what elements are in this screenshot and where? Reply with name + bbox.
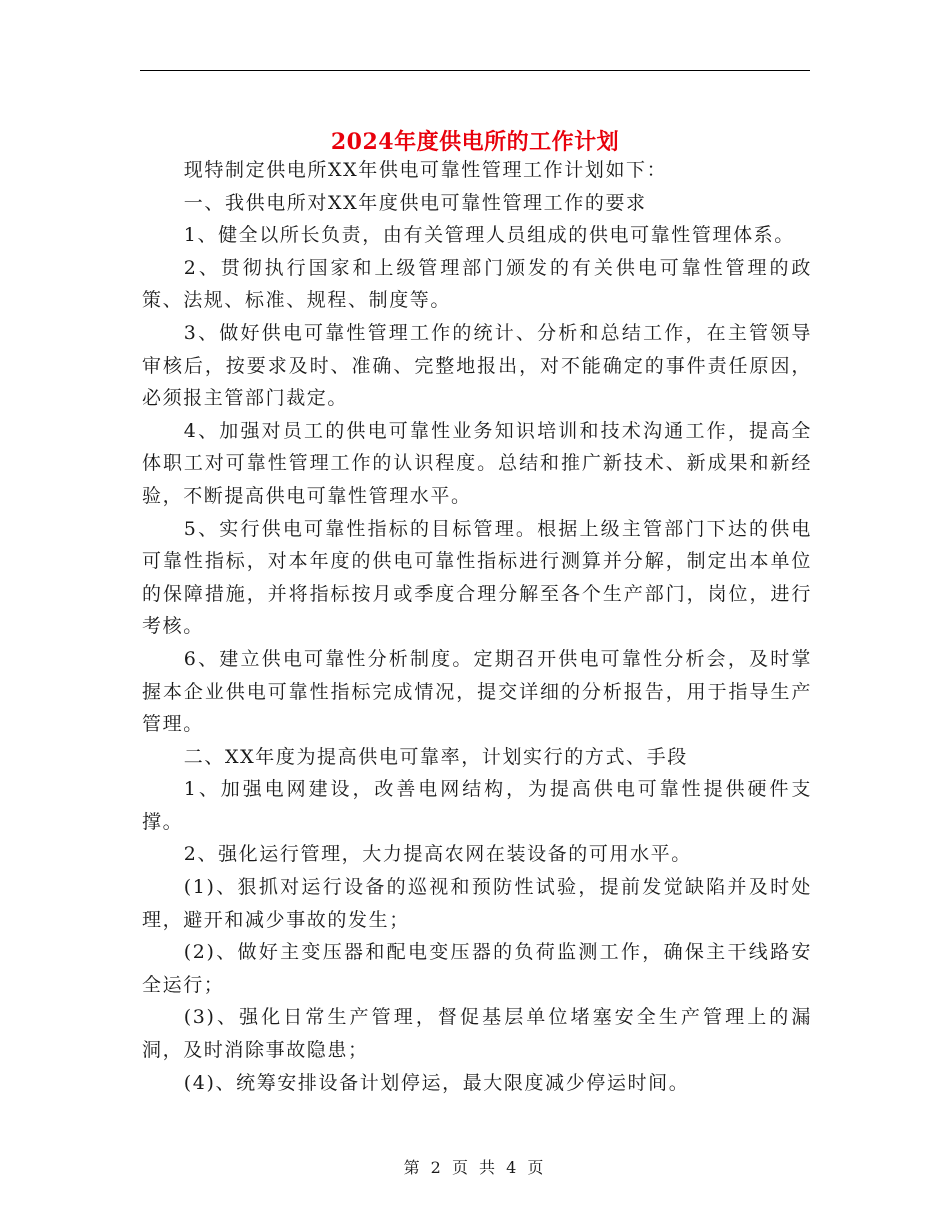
paragraph-subitem: (3)、强化日常生产管理，督促基层单位堵塞安全生产管理上的漏洞，及时消除事故隐患； [142,1006,812,1062]
page-number-footer: 第 2 页 共 4 页 [403,1158,547,1177]
paragraph-item: 2、贯彻执行国家和上级管理部门颁发的有关供电可靠性管理的政策、法规、标准、规程、制度等。 [142,256,812,312]
paragraph-item: 6、建立供电可靠性分析制度。定期召开供电可靠性分析会，及时掌握本企业供电可靠性指标完成情况，提交详细的分析报告，用于指导生产管理。 [142,647,812,736]
section-heading-1: 一、我供电所对XX年度供电可靠性管理工作的要求 [183,191,647,214]
section-heading-2: 二、XX年度为提高供电可靠率，计划实行的方式、手段 [183,745,688,768]
document-title: 2024年度供电所的工作计划 [330,128,620,155]
paragraph-subitem: (4)、统筹安排设备计划停运，最大限度减少停运时间。 [183,1071,690,1094]
header-rule [140,70,810,71]
paragraph-item: 1、加强电网建设，改善电网结构，为提高供电可靠性提供硬件支撑。 [142,778,812,833]
paragraph-item: 4、加强对员工的供电可靠性业务知识培训和技术沟通工作，提高全体职工对可靠性管理工作的认识程度。总结和推广新技术、新成果和新经验，不断提高供电可靠性管理水平。 [142,419,812,507]
paragraph-subitem: (1)、狠抓对运行设备的巡视和预防性试验，提前发觉缺陷并及时处理，避开和减少事故的发生； [142,876,812,931]
paragraph-item: 1、健全以所长负责，由有关管理人员组成的供电可靠性管理体系。 [183,224,795,247]
paragraph-item: 5、实行供电可靠性指标的目标管理。根据上级主管部门下达的供电可靠性指标，对本年度的供电可靠性指标进行测算并分解，制定出本单位的保障措施，并将指标按月或季度合理分解至各个生产部门，岗位，进行考核。 [142,517,812,638]
document-body [142,154,812,1099]
paragraph-item: 3、做好供电可靠性管理工作的统计、分析和总结工作，在主管领导审核后，按要求及时、准确、完整地报出，对不能确定的事件责任原因，必须报主管部门裁定。 [142,321,812,410]
paragraph-subitem: (2)、做好主变压器和配电变压器的负荷监测工作，确保主干线路安全运行； [142,941,812,996]
paragraph-item: 2、强化运行管理，大力提高农网在装设备的可用水平。 [183,843,692,866]
paragraph-intro: 现特制定供电所XX年供电可靠性管理工作计划如下： [183,159,668,181]
